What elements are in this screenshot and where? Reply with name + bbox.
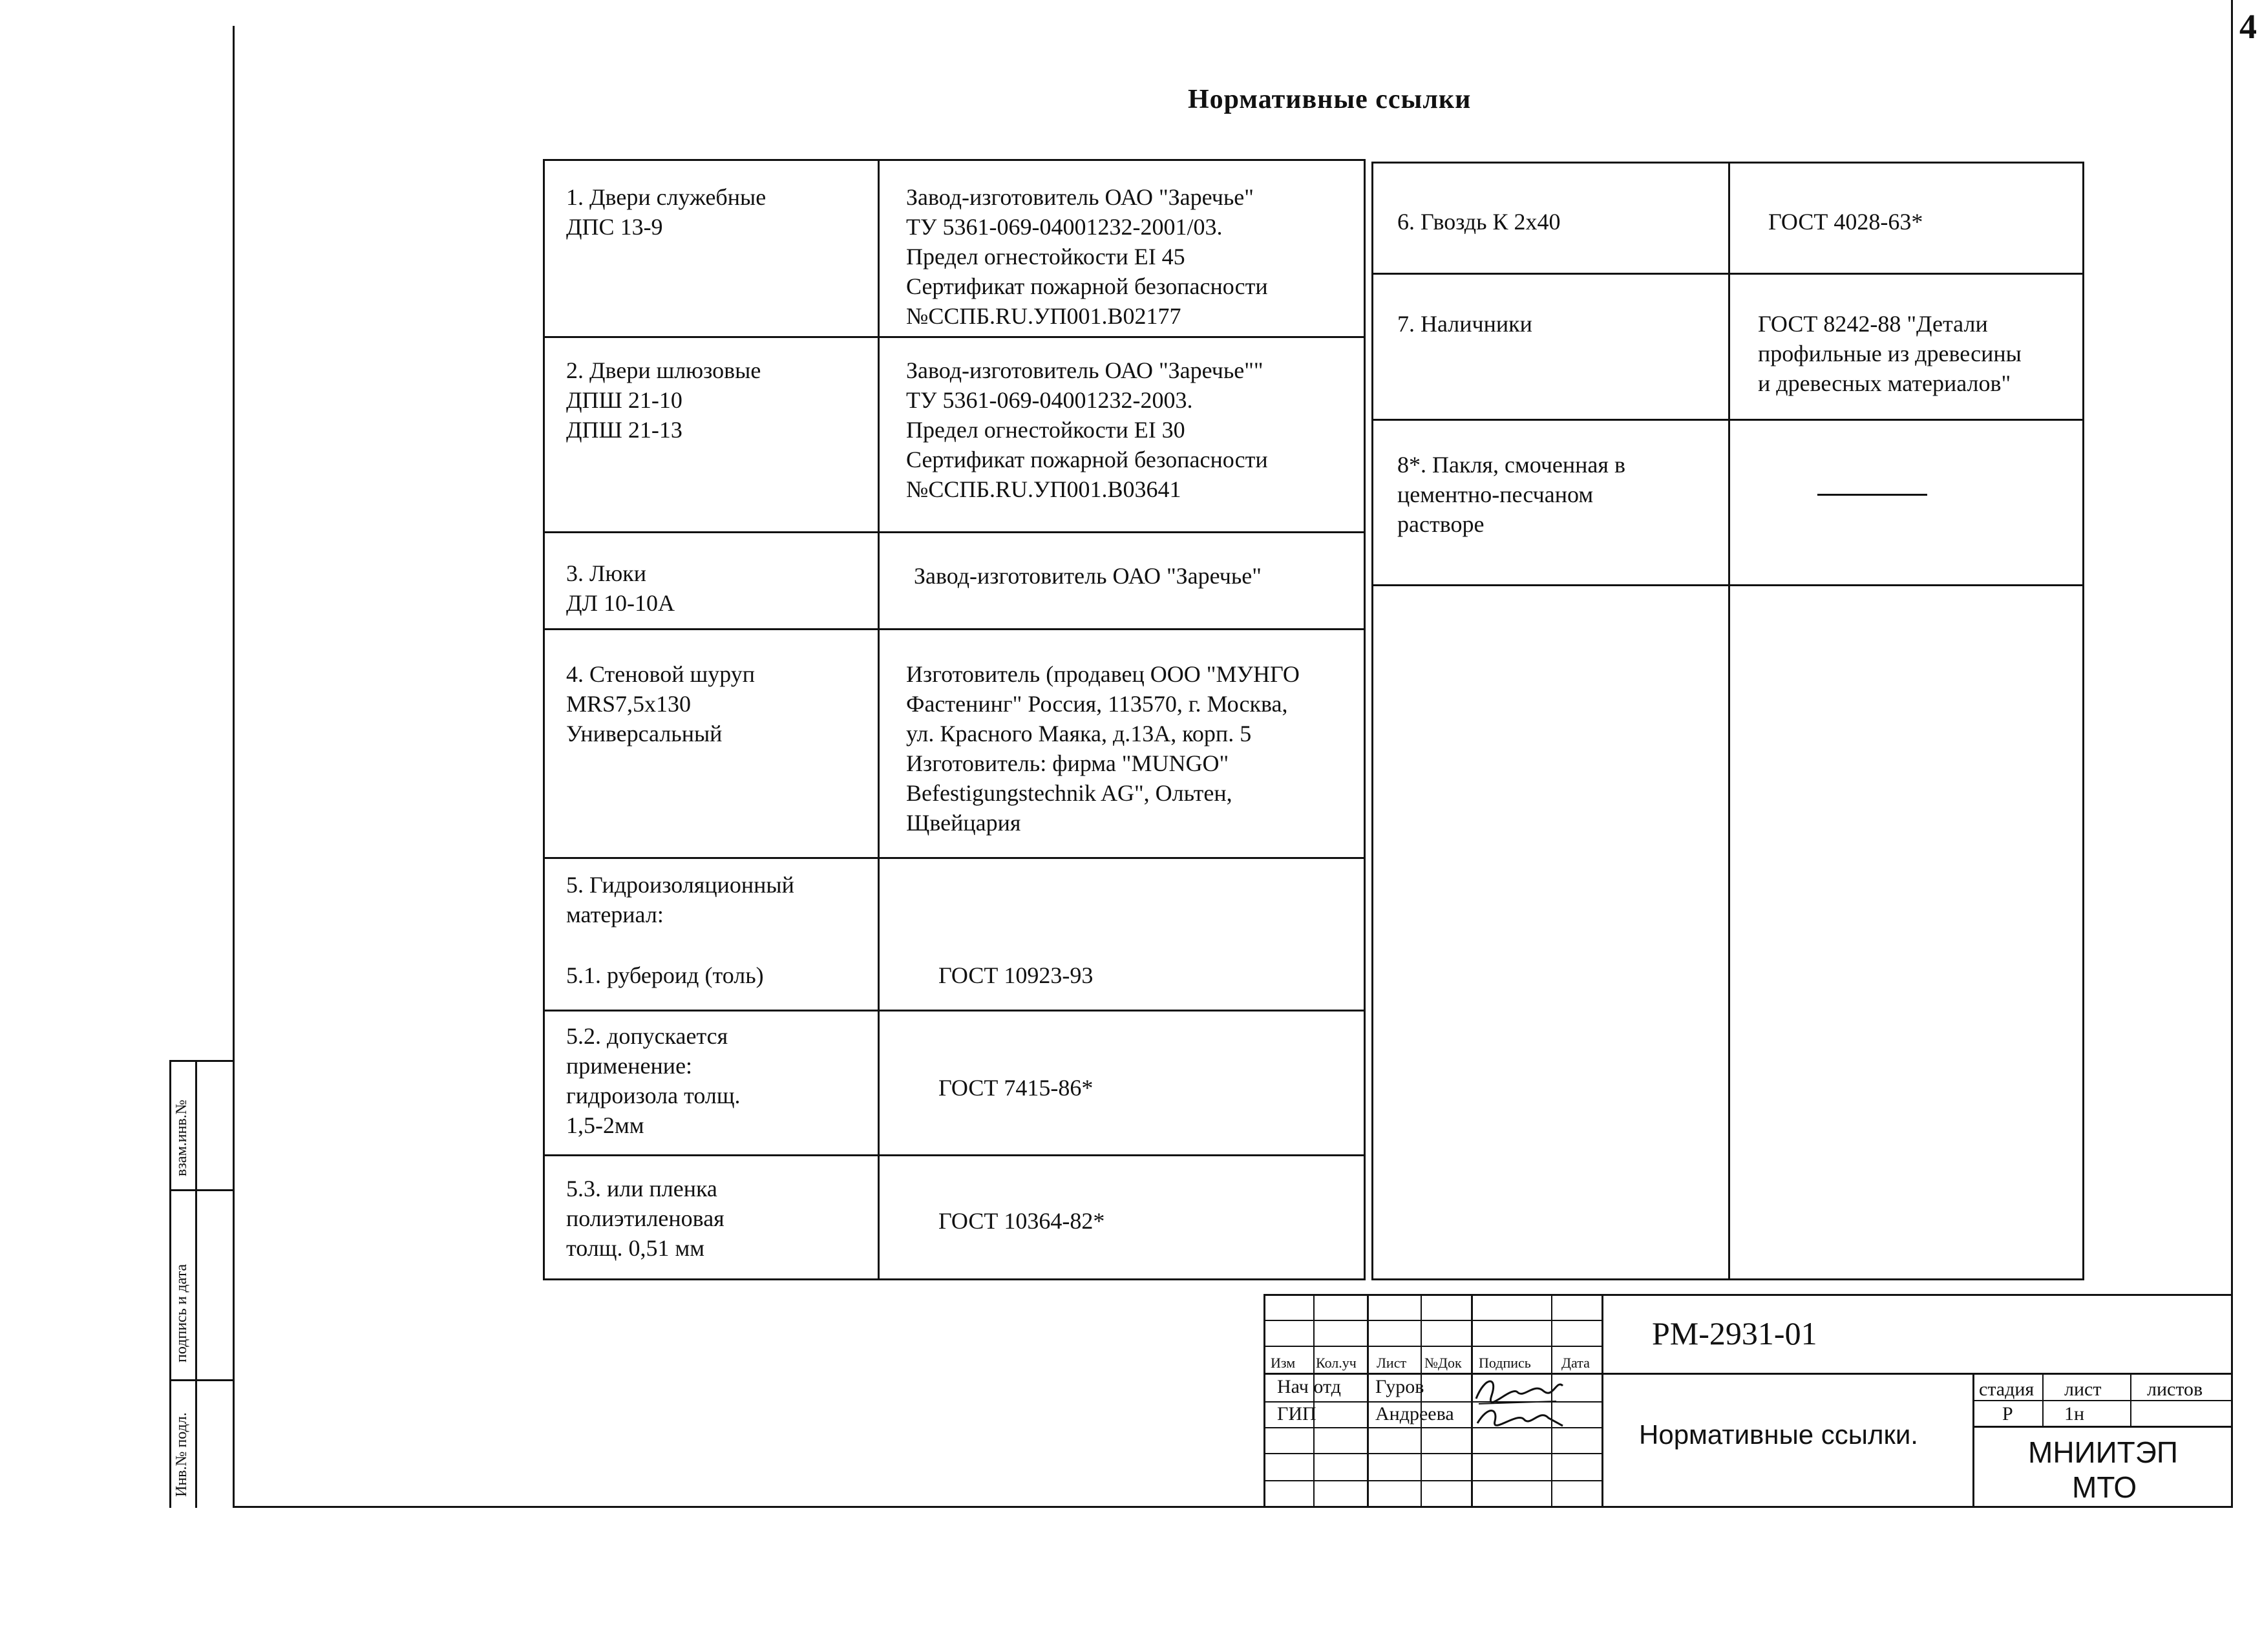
table-row-reference: ГОСТ 7415-86* <box>938 1075 1094 1101</box>
frame-right-border <box>2231 0 2233 1508</box>
person-chief-engineer: Андреева <box>1375 1403 1454 1424</box>
table-row-item: 1. Двери служебные ДПС 13-9 <box>566 184 766 240</box>
table-row-item: 5.2. допускается применение: гидроизола толщ. 1,5-2мм <box>566 1023 741 1138</box>
grid-line <box>1263 1320 1603 1321</box>
right-table-divider <box>1728 162 1730 1280</box>
grid-line <box>1972 1373 1974 1507</box>
table-row-reference: Завод-изготовитель ОАО "Заречье"" ТУ 5361-069-04001232-2003. Предел огнестойкости EI 30 Сертификат пожарной безопасности №ССПБ.RU.УП001.В03641 <box>906 357 1268 502</box>
left-table-border-right <box>1364 159 1366 1280</box>
side-label-inventory: Инв.№ подл. <box>173 1412 190 1497</box>
grid-line <box>1972 1426 2233 1428</box>
document-name: Нормативные ссылки. <box>1639 1419 1918 1450</box>
right-table-top <box>1371 162 2084 164</box>
table-row-item: 8*. Пакля, смоченная в цементно-песчаном растворе <box>1397 452 1625 537</box>
side-stamp-border <box>169 1189 234 1191</box>
table-row-item: 4. Стеновой шуруп MRS7,5х130 Универсальный <box>566 661 756 747</box>
col-header-sheet: Лист <box>1377 1355 1407 1371</box>
row-separator <box>1371 419 2084 421</box>
person-dept-head: Гуров <box>1375 1376 1424 1397</box>
grid-line <box>1601 1294 1603 1507</box>
table-row-item: 3. Люки ДЛ 10-10А <box>566 560 675 616</box>
left-table-border-left <box>543 159 545 1280</box>
col-header-change: Изм <box>1271 1355 1296 1371</box>
empty-reference-dash <box>1817 494 1927 496</box>
right-table-bottom <box>1371 1278 2084 1280</box>
organization-department: МТО <box>2072 1470 2137 1504</box>
title-block-divider <box>1601 1373 2233 1375</box>
row-separator <box>543 1010 1366 1011</box>
sheet-corner-mark: 4 <box>2239 7 2257 46</box>
table-row-item: 7. Наличники <box>1397 311 1532 337</box>
row-separator <box>543 628 1366 630</box>
row-separator <box>1371 273 2084 275</box>
organization-name: МНИИТЭП <box>2028 1435 2178 1469</box>
sheet-header: лист <box>2064 1379 2102 1400</box>
side-stamp-border <box>169 1060 171 1508</box>
role-dept-head: Нач отд <box>1277 1376 1341 1397</box>
right-table-border-right <box>2082 162 2084 1280</box>
signature-scribble <box>1472 1373 1569 1431</box>
side-label-signature-date: подпись и дата <box>173 1264 190 1362</box>
left-table-bottom <box>543 1278 1366 1280</box>
left-table-divider <box>878 159 880 1280</box>
side-label-replacement: взам.инв.№ <box>173 1099 190 1176</box>
grid-line <box>1263 1453 1603 1454</box>
grid-line <box>1367 1294 1369 1507</box>
stage-header: стадия <box>1979 1379 2035 1400</box>
grid-line <box>2130 1373 2131 1427</box>
title-block-left <box>1263 1294 1265 1507</box>
grid-line <box>1263 1346 1603 1347</box>
sheets-total-header: листов <box>2147 1379 2203 1400</box>
frame-bottom-border <box>233 1506 2233 1508</box>
side-stamp-border <box>169 1060 234 1062</box>
side-stamp-border <box>169 1379 234 1381</box>
row-separator <box>543 1154 1366 1156</box>
grid-line <box>1263 1480 1603 1481</box>
title-block-top <box>1263 1294 2233 1296</box>
grid-line <box>1421 1294 1422 1507</box>
table-row-reference: ГОСТ 4028-63* <box>1768 209 1923 235</box>
row-separator <box>543 531 1366 533</box>
right-table-border-left <box>1371 162 1373 1280</box>
table-row-reference: Завод-изготовитель ОАО "Заречье" <box>914 563 1262 589</box>
table-row-item: 6. Гвоздь К 2х40 <box>1397 209 1561 235</box>
frame-left-border <box>233 26 235 1507</box>
table-row-item: 2. Двери шлюзовые ДПШ 21-10 ДПШ 21-13 <box>566 357 761 443</box>
left-table-top <box>543 159 1366 161</box>
row-separator <box>1371 584 2084 586</box>
document-code: РМ-2931-01 <box>1652 1315 1817 1351</box>
table-row-reference: ГОСТ 8242-88 "Детали профильные из древесины и древесных материалов" <box>1758 311 2022 396</box>
table-row-reference: ГОСТ 10923-93 <box>938 962 1094 988</box>
sheet-value: 1н <box>2064 1403 2085 1424</box>
row-separator <box>543 857 1366 859</box>
grid-line <box>2042 1373 2044 1427</box>
row-separator <box>543 336 1366 338</box>
role-chief-engineer: ГИП <box>1277 1403 1316 1424</box>
col-header-doc: №Док <box>1424 1355 1462 1371</box>
page-title: Нормативные ссылки <box>1188 85 1472 114</box>
table-row-reference: Изготовитель (продавец ООО "МУНГО Фастенинг" Россия, 113570, г. Москва, ул. Красного Маяка, д.13А, корп. 5 Изготовитель: фирма "MUNGO" Befestigungstechnik AG", Ольтен, Щвейцария <box>906 661 1300 836</box>
side-stamp-border <box>195 1060 197 1508</box>
col-header-count: Кол.уч <box>1316 1355 1357 1371</box>
table-row-reference: ГОСТ 10364-82* <box>938 1208 1105 1234</box>
table-row-item: 5.3. или пленка полиэтиленовая толщ. 0,51 мм <box>566 1176 724 1261</box>
table-row-reference: Завод-изготовитель ОАО "Заречье" ТУ 5361-069-04001232-2001/03. Предел огнестойкости EI 45 Сертификат пожарной безопасности №ССПБ.RU.УП001.В02177 <box>906 184 1268 329</box>
col-header-date: Дата <box>1561 1355 1590 1371</box>
table-row-item: 5.1. рубероид (толь) <box>566 962 764 988</box>
stage-value: Р <box>2002 1403 2013 1424</box>
table-row-item: 5. Гидроизоляционный материал: <box>566 872 794 927</box>
col-header-signature: Подпись <box>1479 1355 1531 1371</box>
grid-line <box>1313 1294 1315 1507</box>
